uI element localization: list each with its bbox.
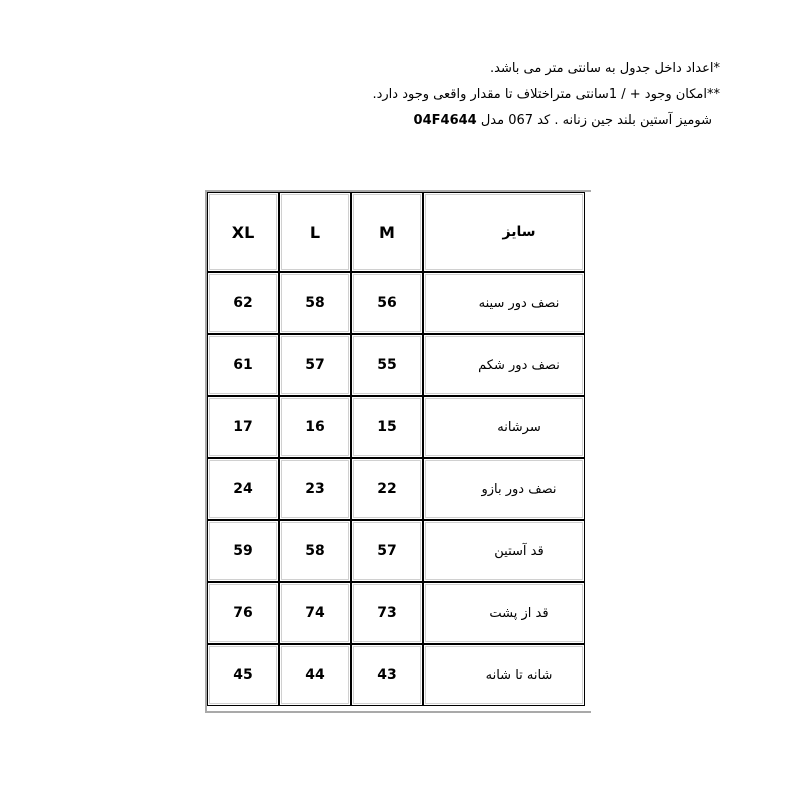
size-header-xl: XL (207, 192, 279, 272)
cell-value: 62 (207, 272, 279, 334)
row-label: شانه تا شانه (423, 644, 585, 706)
table-row (207, 582, 585, 644)
table-row (207, 644, 585, 706)
cell-value: 57 (279, 334, 351, 396)
cell-value: 58 (279, 520, 351, 582)
row-label: نصف دور سینه (423, 272, 585, 334)
table-row (207, 520, 585, 582)
size-table-header-row (207, 192, 585, 272)
row-label: نصف دور شکم (423, 334, 585, 396)
cell-value: 74 (279, 582, 351, 644)
cell-value: 24 (207, 458, 279, 520)
cell-value: 17 (207, 396, 279, 458)
cell-value: 76 (207, 582, 279, 644)
cell-value: 44 (279, 644, 351, 706)
size-table (207, 192, 585, 706)
cell-value: 15 (351, 396, 423, 458)
size-table-frame (205, 190, 591, 713)
cell-value: 56 (351, 272, 423, 334)
cell-value: 22 (351, 458, 423, 520)
table-row (207, 334, 585, 396)
product-model-code: 04F4644 (413, 113, 477, 128)
row-label: قد آستین (423, 520, 585, 582)
cell-value: 16 (279, 396, 351, 458)
product-description: شومیز آستین بلند جین زنانه . کد 067 مدل (480, 113, 712, 128)
product-title (260, 108, 720, 134)
size-header-l: L (279, 192, 351, 272)
cell-value: 23 (279, 458, 351, 520)
cell-value: 59 (207, 520, 279, 582)
size-header-m: M (351, 192, 423, 272)
row-label: سرشانه (423, 396, 585, 458)
table-row (207, 396, 585, 458)
note-measurement-unit: *اعداد داخل جدول به سانتی متر می باشد. (490, 61, 720, 76)
size-header-label: سایز (423, 192, 585, 272)
table-row (207, 272, 585, 334)
row-label: نصف دور بازو (423, 458, 585, 520)
row-label: قد از پشت (423, 582, 585, 644)
cell-value: 73 (351, 582, 423, 644)
cell-value: 57 (351, 520, 423, 582)
table-row (207, 458, 585, 520)
cell-value: 58 (279, 272, 351, 334)
cell-value: 45 (207, 644, 279, 706)
cell-value: 43 (351, 644, 423, 706)
size-notes (260, 56, 720, 134)
cell-value: 55 (351, 334, 423, 396)
note-tolerance: **امکان وجود + / 1سانتی متراختلاف تا مقدار واقعی وجود دارد. (372, 87, 720, 102)
cell-value: 61 (207, 334, 279, 396)
